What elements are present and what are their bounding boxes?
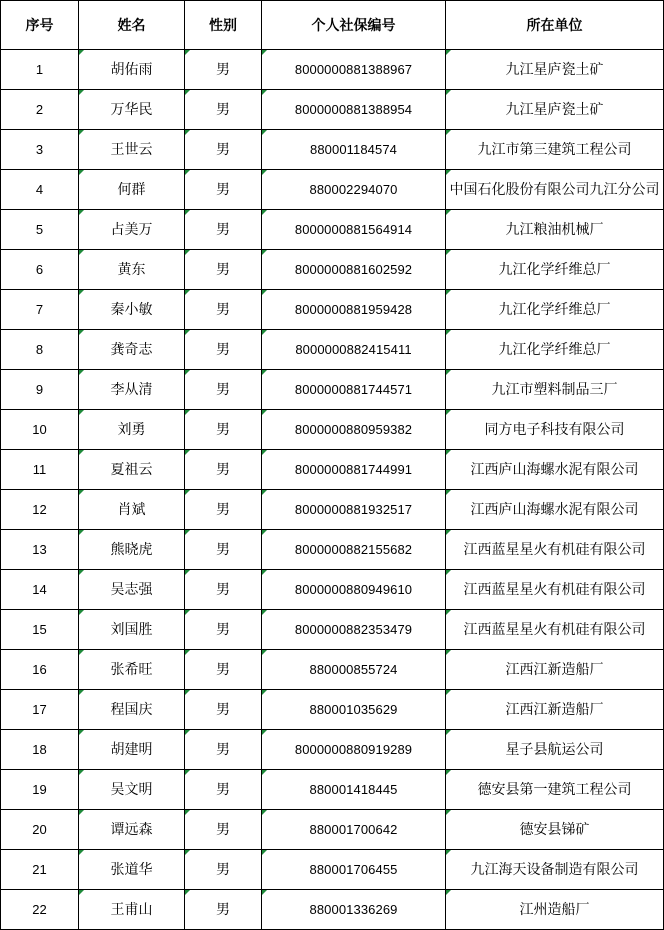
cell-ss-no: 8000000880919289 xyxy=(262,730,446,770)
table-row xyxy=(1,330,664,370)
cell-seq: 8 xyxy=(1,330,79,370)
cell-gender: 男 xyxy=(185,490,262,530)
table-row xyxy=(1,250,664,290)
cell-seq: 6 xyxy=(1,250,79,290)
cell-unit: 九江海天设备制造有限公司 xyxy=(446,850,664,890)
cell-name: 黄东 xyxy=(79,250,185,290)
cell-name: 谭远森 xyxy=(79,810,185,850)
cell-seq: 3 xyxy=(1,130,79,170)
table-row xyxy=(1,570,664,610)
cell-ss-no: 8000000882415411 xyxy=(262,330,446,370)
table-row xyxy=(1,530,664,570)
cell-seq: 4 xyxy=(1,170,79,210)
cell-gender: 男 xyxy=(185,330,262,370)
cell-gender: 男 xyxy=(185,810,262,850)
cell-seq: 18 xyxy=(1,730,79,770)
cell-gender: 男 xyxy=(185,610,262,650)
cell-name: 龚奇志 xyxy=(79,330,185,370)
cell-unit: 九江星庐瓷土矿 xyxy=(446,90,664,130)
header-row xyxy=(1,1,664,50)
cell-seq: 1 xyxy=(1,50,79,90)
cell-gender: 男 xyxy=(185,90,262,130)
cell-seq: 2 xyxy=(1,90,79,130)
cell-gender: 男 xyxy=(185,570,262,610)
cell-gender: 男 xyxy=(185,770,262,810)
cell-gender: 男 xyxy=(185,130,262,170)
cell-seq: 20 xyxy=(1,810,79,850)
cell-ss-no: 8000000881388954 xyxy=(262,90,446,130)
table-row xyxy=(1,410,664,450)
cell-unit: 九江星庐瓷土矿 xyxy=(446,50,664,90)
cell-name: 胡建明 xyxy=(79,730,185,770)
cell-ss-no: 8000000881602592 xyxy=(262,250,446,290)
table-header xyxy=(1,1,664,50)
cell-unit: 星子县航运公司 xyxy=(446,730,664,770)
cell-seq: 13 xyxy=(1,530,79,570)
cell-unit: 九江化学纤维总厂 xyxy=(446,290,664,330)
cell-gender: 男 xyxy=(185,370,262,410)
table-row xyxy=(1,90,664,130)
cell-name: 肖斌 xyxy=(79,490,185,530)
cell-ss-no: 880001035629 xyxy=(262,690,446,730)
cell-ss-no: 8000000881932517 xyxy=(262,490,446,530)
cell-seq: 21 xyxy=(1,850,79,890)
cell-ss-no: 880001700642 xyxy=(262,810,446,850)
cell-unit: 江西蓝星星火有机硅有限公司 xyxy=(446,570,664,610)
header-ss-no: 个人社保编号 xyxy=(262,1,446,50)
table-row xyxy=(1,690,664,730)
cell-seq: 5 xyxy=(1,210,79,250)
cell-gender: 男 xyxy=(185,890,262,930)
cell-name: 刘勇 xyxy=(79,410,185,450)
cell-gender: 男 xyxy=(185,170,262,210)
cell-gender: 男 xyxy=(185,850,262,890)
cell-unit: 江西庐山海螺水泥有限公司 xyxy=(446,490,664,530)
cell-seq: 12 xyxy=(1,490,79,530)
cell-gender: 男 xyxy=(185,290,262,330)
cell-unit: 同方电子科技有限公司 xyxy=(446,410,664,450)
cell-name: 吴文明 xyxy=(79,770,185,810)
table-row xyxy=(1,490,664,530)
cell-gender: 男 xyxy=(185,650,262,690)
cell-ss-no: 880001336269 xyxy=(262,890,446,930)
cell-seq: 17 xyxy=(1,690,79,730)
cell-ss-no: 880001706455 xyxy=(262,850,446,890)
cell-name: 胡佑雨 xyxy=(79,50,185,90)
cell-ss-no: 8000000882353479 xyxy=(262,610,446,650)
header-seq: 序号 xyxy=(1,1,79,50)
table-row xyxy=(1,290,664,330)
cell-name: 程国庆 xyxy=(79,690,185,730)
cell-ss-no: 880001418445 xyxy=(262,770,446,810)
table-row xyxy=(1,890,664,930)
table-row xyxy=(1,850,664,890)
cell-unit: 九江化学纤维总厂 xyxy=(446,250,664,290)
table-row xyxy=(1,370,664,410)
cell-unit: 德安县第一建筑工程公司 xyxy=(446,770,664,810)
cell-name: 李从清 xyxy=(79,370,185,410)
cell-seq: 7 xyxy=(1,290,79,330)
cell-gender: 男 xyxy=(185,50,262,90)
cell-name: 夏祖云 xyxy=(79,450,185,490)
cell-seq: 22 xyxy=(1,890,79,930)
cell-ss-no: 8000000882155682 xyxy=(262,530,446,570)
cell-ss-no: 880002294070 xyxy=(262,170,446,210)
cell-unit: 江西江新造船厂 xyxy=(446,650,664,690)
cell-gender: 男 xyxy=(185,450,262,490)
header-name: 姓名 xyxy=(79,1,185,50)
cell-gender: 男 xyxy=(185,530,262,570)
table-row xyxy=(1,130,664,170)
cell-name: 吴志强 xyxy=(79,570,185,610)
cell-unit: 江州造船厂 xyxy=(446,890,664,930)
cell-gender: 男 xyxy=(185,690,262,730)
cell-name: 占美万 xyxy=(79,210,185,250)
cell-name: 何群 xyxy=(79,170,185,210)
cell-name: 秦小敏 xyxy=(79,290,185,330)
table-row xyxy=(1,770,664,810)
cell-ss-no: 8000000881564914 xyxy=(262,210,446,250)
cell-gender: 男 xyxy=(185,410,262,450)
cell-seq: 16 xyxy=(1,650,79,690)
table-row xyxy=(1,650,664,690)
cell-unit: 江西庐山海螺水泥有限公司 xyxy=(446,450,664,490)
cell-ss-no: 8000000881744991 xyxy=(262,450,446,490)
cell-unit: 江西江新造船厂 xyxy=(446,690,664,730)
cell-gender: 男 xyxy=(185,210,262,250)
cell-ss-no: 8000000881744571 xyxy=(262,370,446,410)
table-row xyxy=(1,810,664,850)
cell-seq: 11 xyxy=(1,450,79,490)
cell-name: 王甫山 xyxy=(79,890,185,930)
cell-ss-no: 8000000881959428 xyxy=(262,290,446,330)
table-row xyxy=(1,450,664,490)
cell-ss-no: 8000000881388967 xyxy=(262,50,446,90)
cell-seq: 14 xyxy=(1,570,79,610)
cell-ss-no: 8000000880949610 xyxy=(262,570,446,610)
cell-unit: 九江粮油机械厂 xyxy=(446,210,664,250)
cell-unit: 中国石化股份有限公司九江分公司 xyxy=(446,170,664,210)
table-row xyxy=(1,170,664,210)
cell-unit: 江西蓝星星火有机硅有限公司 xyxy=(446,610,664,650)
cell-unit: 九江市塑料制品三厂 xyxy=(446,370,664,410)
table-row xyxy=(1,210,664,250)
cell-seq: 15 xyxy=(1,610,79,650)
cell-ss-no: 880000855724 xyxy=(262,650,446,690)
table-row xyxy=(1,730,664,770)
header-gender: 性别 xyxy=(185,1,262,50)
cell-name: 王世云 xyxy=(79,130,185,170)
cell-ss-no: 880001184574 xyxy=(262,130,446,170)
cell-unit: 九江化学纤维总厂 xyxy=(446,330,664,370)
cell-name: 张道华 xyxy=(79,850,185,890)
cell-gender: 男 xyxy=(185,730,262,770)
table-body xyxy=(1,50,664,930)
cell-seq: 10 xyxy=(1,410,79,450)
cell-gender: 男 xyxy=(185,250,262,290)
cell-ss-no: 8000000880959382 xyxy=(262,410,446,450)
table-row xyxy=(1,610,664,650)
cell-name: 万华民 xyxy=(79,90,185,130)
cell-seq: 19 xyxy=(1,770,79,810)
cell-unit: 德安县锑矿 xyxy=(446,810,664,850)
cell-name: 熊晓虎 xyxy=(79,530,185,570)
cell-unit: 九江市第三建筑工程公司 xyxy=(446,130,664,170)
cell-seq: 9 xyxy=(1,370,79,410)
cell-unit: 江西蓝星星火有机硅有限公司 xyxy=(446,530,664,570)
table-row xyxy=(1,50,664,90)
cell-name: 张希旺 xyxy=(79,650,185,690)
header-unit: 所在单位 xyxy=(446,1,664,50)
cell-name: 刘国胜 xyxy=(79,610,185,650)
